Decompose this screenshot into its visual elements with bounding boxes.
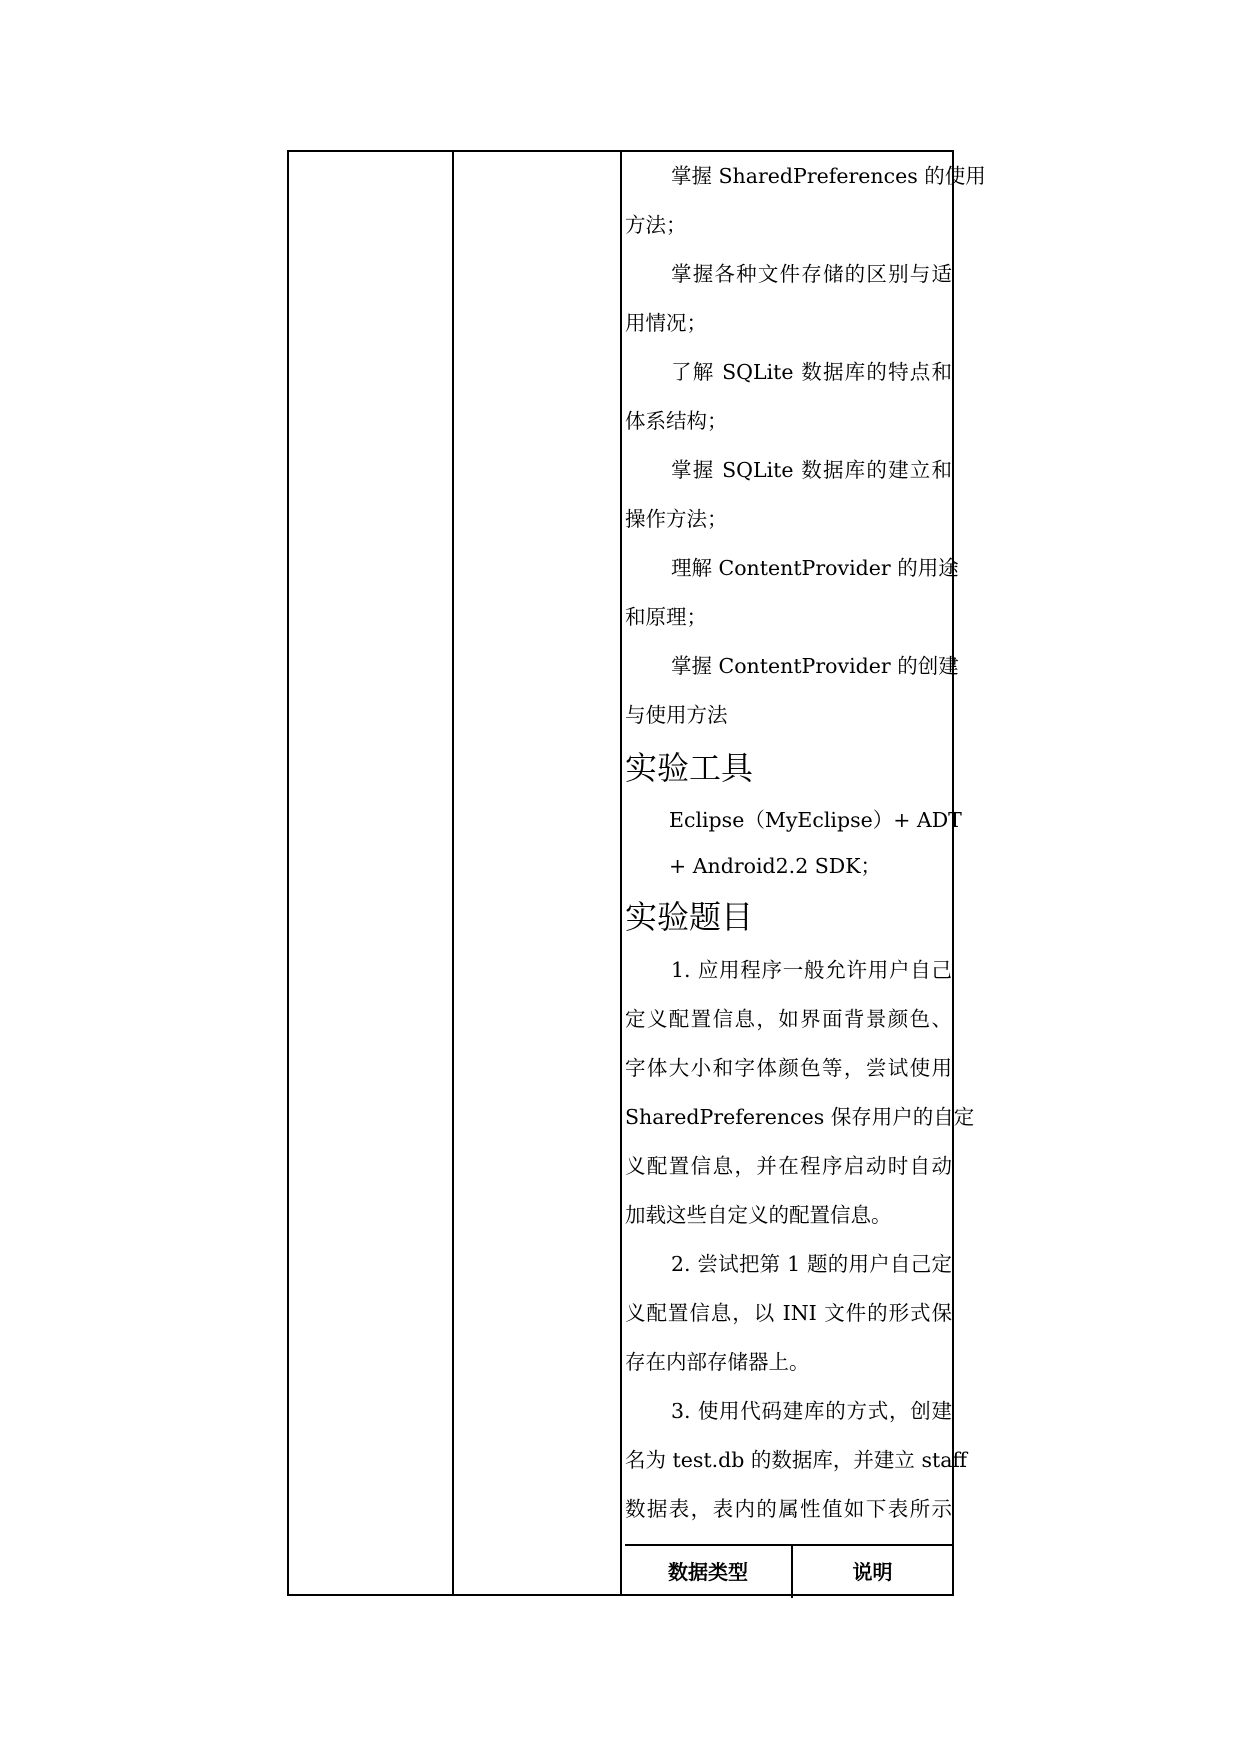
objective-line: 操作方法； xyxy=(625,507,728,531)
objective-line: 和原理； xyxy=(625,605,707,629)
objective-line: 掌握 SharedPreferences 的使用 xyxy=(671,164,986,188)
task-line: 名为 test.db 的数据库，并建立 staff xyxy=(625,1448,967,1472)
objective-line: 与使用方法 xyxy=(625,703,728,727)
objective-line: 掌握 SQLite 数据库的建立和 xyxy=(671,458,952,482)
objectives-block xyxy=(625,152,986,740)
content-cell xyxy=(625,152,986,1534)
tools-line-1: Eclipse（MyEclipse）+ ADT xyxy=(669,808,962,832)
objective-line: 理解 ContentProvider 的用途 xyxy=(671,556,959,580)
header-data-type: 数据类型 xyxy=(625,1546,793,1598)
task-line: 数据表，表内的属性值如下表所示 xyxy=(625,1497,952,1521)
layout-table xyxy=(287,150,986,1596)
task-line: 字体大小和字体颜色等，尝试使用 xyxy=(625,1056,952,1080)
task-line: 2. 尝试把第 1 题的用户自己定 xyxy=(671,1252,952,1276)
task-line: 义配置信息，以 INI 文件的形式保 xyxy=(625,1301,952,1325)
tools-heading: 实验工具 xyxy=(625,749,754,787)
objective-line: 掌握 ContentProvider 的创建 xyxy=(671,654,959,678)
task-line: 加载这些自定义的配置信息。 xyxy=(625,1203,892,1227)
task-line: 定义配置信息，如界面背景颜色、 xyxy=(625,1007,952,1031)
objective-line: 了解 SQLite 数据库的特点和 xyxy=(671,360,952,384)
task-line: 存在内部存储器上。 xyxy=(625,1350,810,1374)
objective-line: 用情况； xyxy=(625,311,707,335)
objective-line: 体系结构； xyxy=(625,409,728,433)
task-line: 1. 应用程序一般允许用户自己 xyxy=(671,958,952,982)
task-line: SharedPreferences 保存用户的自定 xyxy=(625,1105,975,1129)
objective-line: 掌握各种文件存储的区别与适 xyxy=(671,262,952,286)
task-line: 3. 使用代码建库的方式，创建 xyxy=(671,1399,952,1423)
tools-line-2: + Android2.2 SDK； xyxy=(669,854,882,878)
objective-line: 方法； xyxy=(625,213,687,237)
task-line: 义配置信息，并在程序启动时自动 xyxy=(625,1154,952,1178)
tasks-heading: 实验题目 xyxy=(625,898,754,936)
column-divider-2 xyxy=(620,152,622,1594)
staff-table-header-row xyxy=(625,1544,952,1598)
column-divider-1 xyxy=(452,152,454,1594)
header-description: 说明 xyxy=(852,1560,893,1584)
